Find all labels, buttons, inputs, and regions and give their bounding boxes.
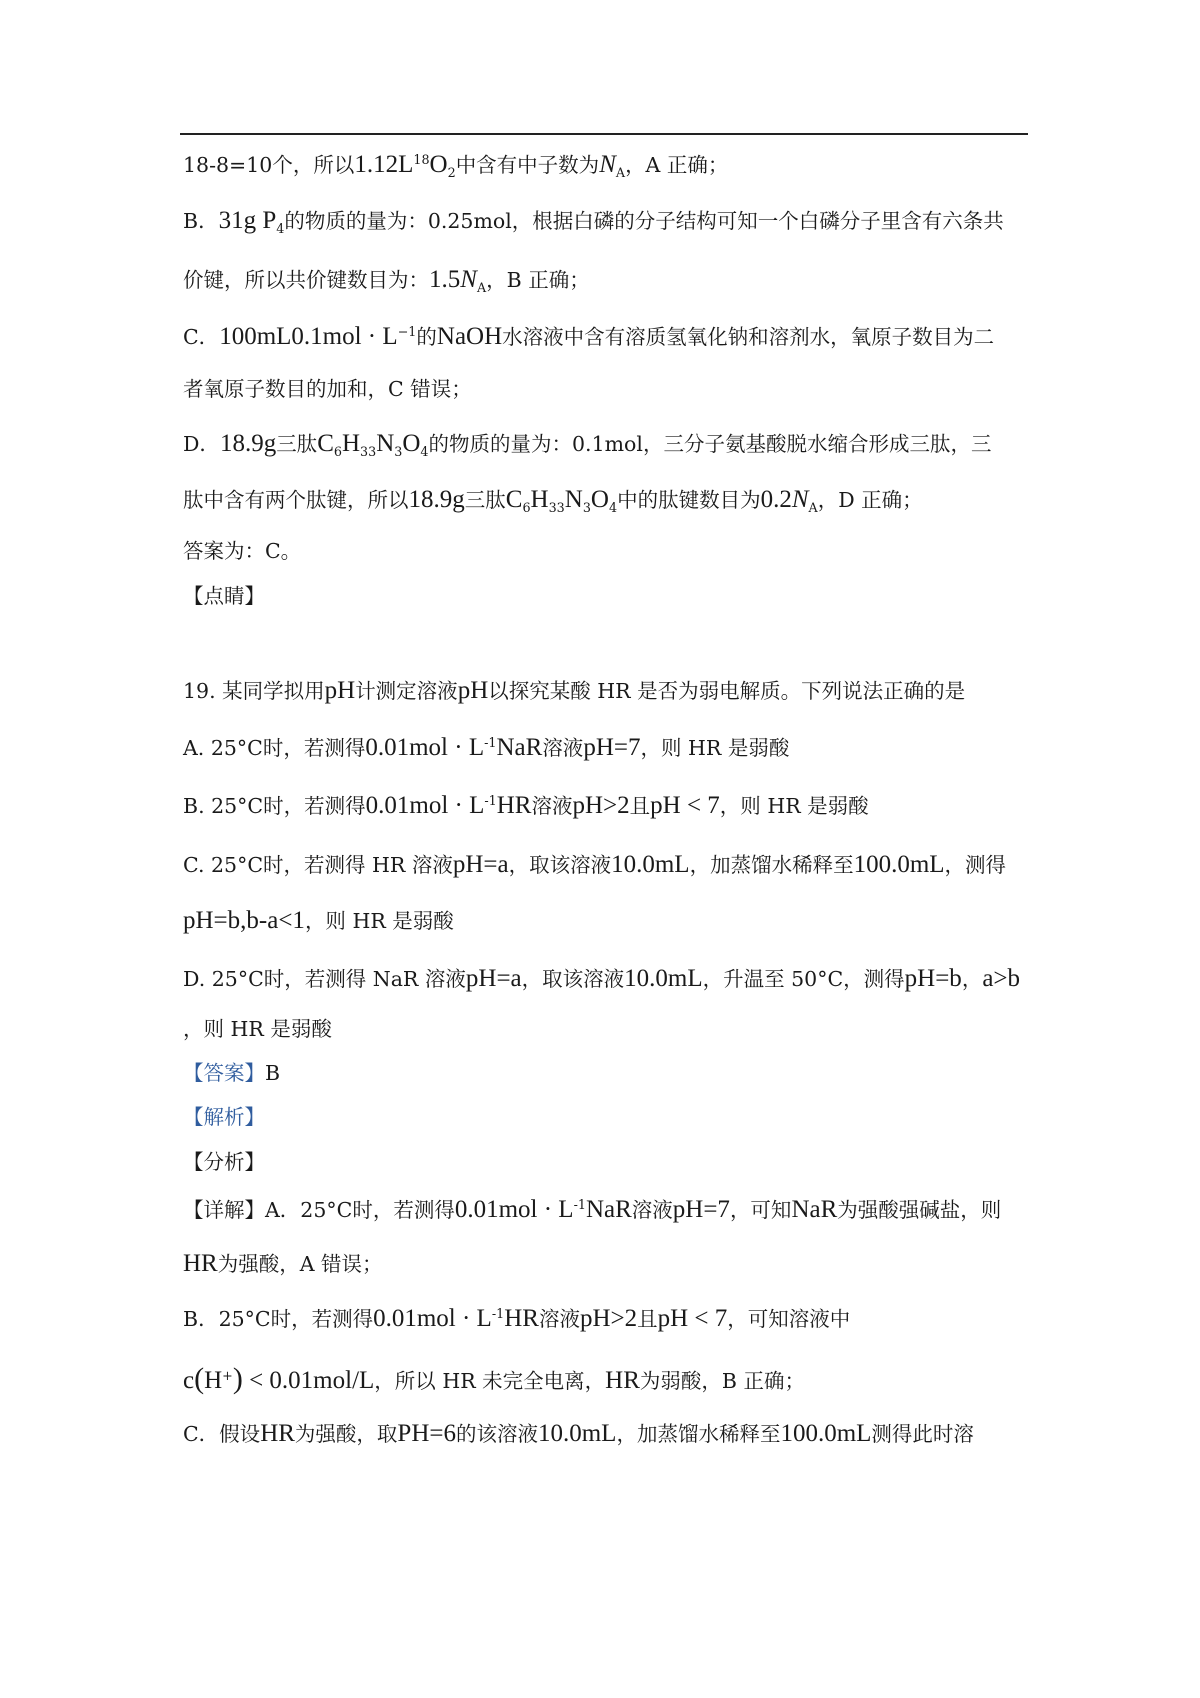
- text-line-4: C．$100mL0.1mol \cdot L^{-1}$的NaOH水溶液中含有溶质氢氧化钠和溶剂水，氧原子数目为二: [183, 323, 995, 350]
- text-line-5: 者氧原子数目的加和，C 错误；: [183, 377, 472, 401]
- option-d: D. 25°C时，若测得 NaR 溶液pH=a，取该溶液10.0mL，升温至 50°C，测得pH=b，a>b: [183, 965, 1021, 992]
- detail-line-a: 【详解】A．25°C时，若测得$0.01mol \cdot L^{-1}NaR$溶液pH=7，可知NaR为强酸强碱盐，则: [183, 1196, 1002, 1223]
- option-d-cont: ，则 HR 是弱酸: [183, 1017, 332, 1041]
- text-line-2: B．31g $P_4$的物质的量为：0.25mol，根据白磷的分子结构可知一个白磷分子里含有六条共: [183, 207, 1004, 237]
- text-line-1: 18-8=10个，所以$1.12L^{18}O_2$中含有中子数为$N_A$，A 正确；: [183, 151, 729, 181]
- detail-line-b-cont: c(H+) < 0.01mol/L，所以 HR 未完全电离，HR为弱酸，B 正确；: [183, 1362, 805, 1395]
- text-line-3: 价键，所以共价键数目为：$1.5N_A$，B 正确；: [183, 266, 590, 296]
- question-19-title: 19. 某同学拟用pH计测定溶液pH以探究某酸 HR 是否为弱电解质。下列说法正确的是: [183, 677, 966, 704]
- header-rule: [180, 133, 1028, 135]
- analysis-label: 【解析】: [183, 1105, 265, 1129]
- text-line-6: D．18.9g三肽$C_6H_{33}N_3O_4$的物质的量为：0.1mol，三分子氨基酸脱水缩合形成三肽，三: [183, 430, 992, 460]
- detail-line-b: B．25°C时，若测得$0.01mol \cdot L^{-1}HR$溶液pH>2且pH < 7，可知溶液中: [183, 1305, 851, 1332]
- text-line-9: 【点睛】: [183, 584, 265, 608]
- option-b: B. 25°C时，若测得$0.01mol \cdot L^{-1}HR$溶液pH>2且pH < 7，则 HR 是弱酸: [183, 792, 869, 819]
- detail-line-c: C．假设HR为强酸，取PH=6的该溶液10.0mL，加蒸馏水稀释至100.0mL测得此时溶: [183, 1420, 974, 1447]
- text-line-8: 答案为：C。: [183, 539, 302, 563]
- text-line-7: 肽中含有两个肽键，所以18.9g三肽$C_6H_{33}N_3O_4$中的肽键数目为$0.2N_A$，D 正确；: [183, 486, 923, 516]
- section-analysis: 【分析】: [183, 1150, 265, 1174]
- option-a: A. 25°C时，若测得$0.01mol \cdot L^{-1}NaR$溶液pH=7，则 HR 是弱酸: [183, 734, 790, 761]
- option-c-cont: pH=b,b-a<1，则 HR 是弱酸: [183, 907, 454, 934]
- answer-label: 【答案】B: [183, 1061, 281, 1085]
- option-c: C. 25°C时，若测得 HR 溶液pH=a，取该溶液10.0mL，加蒸馏水稀释至100.0mL，测得: [183, 851, 1007, 878]
- detail-line-a-cont: HR为强酸，A 错误；: [183, 1250, 383, 1277]
